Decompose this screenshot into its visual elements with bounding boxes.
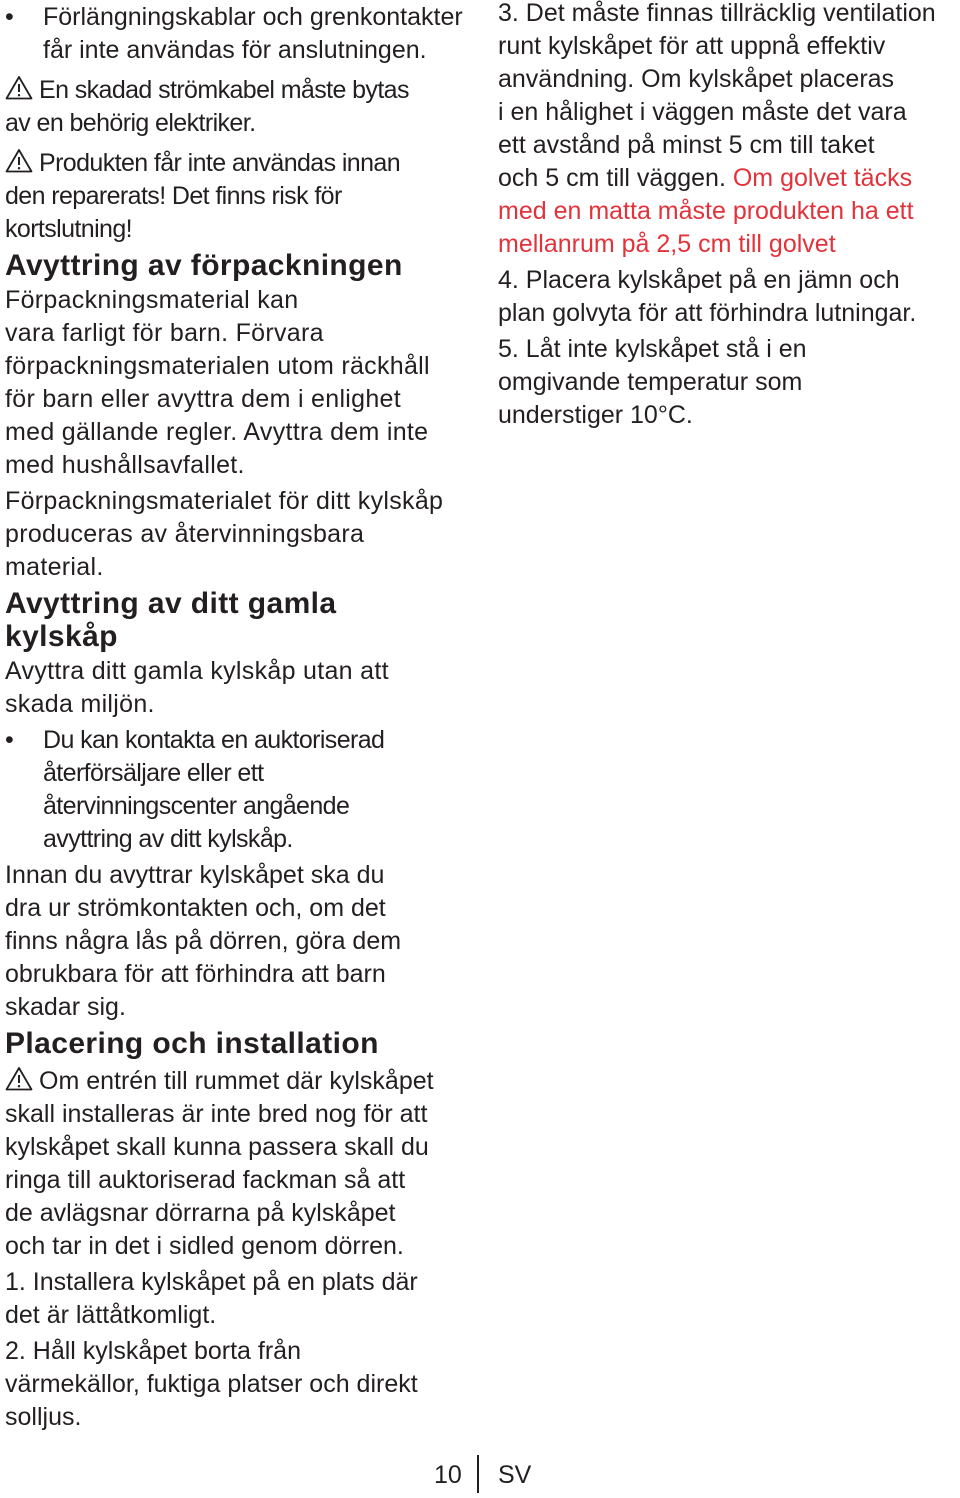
line: 2. Håll kylskåpet borta från <box>5 1337 301 1365</box>
line: användning. Om kylskåpet placeras <box>498 65 895 93</box>
warning-triangle-icon <box>5 1066 33 1091</box>
step-5-temperature <box>498 333 953 432</box>
line: Avyttra ditt gamla kylskåp utan att <box>5 657 389 685</box>
line: 3. Det måste finnas tillräcklig ventilation <box>498 0 936 27</box>
bullet-dot-icon: • <box>5 3 14 31</box>
line: 5. Låt inte kylskåpet stå i en <box>498 335 807 363</box>
line: skada miljön. <box>5 690 155 718</box>
line: den reparerats! Det finns risk för <box>5 182 342 210</box>
warning-damaged-cable <box>5 74 475 140</box>
heading-packaging-disposal: Avyttring av förpackningen <box>5 249 403 282</box>
paragraph-dispose-environment <box>5 655 475 721</box>
line: plan golvyta för att förhindra lutningar. <box>498 299 917 327</box>
line: ringa till auktoriserad fackman så att <box>5 1166 406 1194</box>
line: Förpackningsmaterialet för ditt kylskåp <box>5 487 444 515</box>
paragraph-packaging-danger <box>5 284 475 482</box>
bullet-contact-dealer <box>5 724 475 856</box>
line: och tar in det i sidled genom dörren. <box>5 1232 404 1260</box>
line: solljus. <box>5 1403 82 1431</box>
bullet-extension-cords <box>5 1 475 67</box>
left-column <box>5 0 475 1434</box>
line: de avlägsnar dörrarna på kylskåpet <box>5 1199 396 1227</box>
line: obrukbara för att förhindra att barn <box>5 960 386 988</box>
line: kylskåp <box>5 620 118 653</box>
line: skall installeras är inte bred nog för att <box>5 1100 428 1128</box>
line: En skadad strömkabel måste bytas <box>39 76 409 104</box>
heading-placement-installation: Placering och installation <box>5 1027 379 1060</box>
step-2-keep-away <box>5 1335 475 1434</box>
line: med hushållsavfallet. <box>5 451 245 479</box>
line: återförsäljare eller ett <box>43 759 264 787</box>
line: Produkten får inte användas innan <box>39 149 401 177</box>
right-column <box>498 0 953 432</box>
line: för barn eller avyttra dem i enlighet <box>5 385 402 413</box>
line: understiger 10°C. <box>498 401 693 429</box>
line: ett avstånd på minst 5 cm till taket <box>498 131 875 159</box>
line: Förlängningskablar och grenkontakter <box>43 3 463 31</box>
line: finns några lås på dörren, göra dem <box>5 927 402 955</box>
line: dra ur strömkontakten och, om det <box>5 894 386 922</box>
warning-triangle-icon <box>5 148 33 173</box>
step-4-level-floor <box>498 264 953 330</box>
language-code: SV <box>498 1461 532 1489</box>
line: förpackningsmaterialen utom räckhåll <box>5 352 430 380</box>
line: produceras av återvinningsbara <box>5 520 365 548</box>
line: Innan du avyttrar kylskåpet ska du <box>5 861 385 889</box>
heading-old-fridge-disposal <box>5 587 475 653</box>
line: Du kan kontakta en auktoriserad <box>43 726 385 754</box>
paragraph-recyclable <box>5 485 475 584</box>
carpet-note-highlight: mellanrum på 2,5 cm till golvet <box>498 230 836 258</box>
line: av en behörig elektriker. <box>5 109 256 137</box>
line: avyttring av ditt kylskåp. <box>43 825 293 853</box>
line: värmekällor, fuktiga platser och direkt <box>5 1370 418 1398</box>
step-1-accessible-place <box>5 1266 475 1332</box>
line: med gällande regler. Avyttra dem inte <box>5 418 429 446</box>
bullet-dot-icon: • <box>5 726 14 754</box>
line: Förpackningsmaterial kan <box>5 286 299 314</box>
line: kylskåpet skall kunna passera skall du <box>5 1133 429 1161</box>
line: får inte användas för anslutningen. <box>43 36 427 64</box>
warning-short-circuit <box>5 147 475 246</box>
line: 1. Installera kylskåpet på en plats där <box>5 1268 418 1296</box>
step-3-ventilation <box>498 0 953 261</box>
footer-divider <box>477 1455 479 1493</box>
carpet-note-highlight: Om golvet täcks <box>732 164 913 192</box>
line: omgivande temperatur som <box>498 368 803 396</box>
line: i en hålighet i väggen måste det vara <box>498 98 907 126</box>
page-number: 10 <box>434 1461 462 1489</box>
line: Avyttring av ditt gamla <box>5 587 337 620</box>
line: 4. Placera kylskåpet på en jämn och <box>498 266 900 294</box>
line: Om entrén till rummet där kylskåpet <box>39 1067 434 1095</box>
line: skadar sig. <box>5 993 126 1021</box>
line: och 5 cm till väggen. <box>498 164 726 192</box>
line: kortslutning! <box>5 215 132 243</box>
carpet-note-highlight: med en matta måste produkten ha ett <box>498 197 914 225</box>
line: det är lättåtkomligt. <box>5 1301 217 1329</box>
warning-door-width <box>5 1065 475 1263</box>
page-footer <box>0 1455 960 1495</box>
paragraph-before-disposal <box>5 859 475 1024</box>
line: återvinningscenter angående <box>43 792 350 820</box>
warning-triangle-icon <box>5 75 33 100</box>
line: runt kylskåpet för att uppnå effektiv <box>498 32 886 60</box>
line: material. <box>5 553 104 581</box>
line: vara farligt för barn. Förvara <box>5 319 324 347</box>
